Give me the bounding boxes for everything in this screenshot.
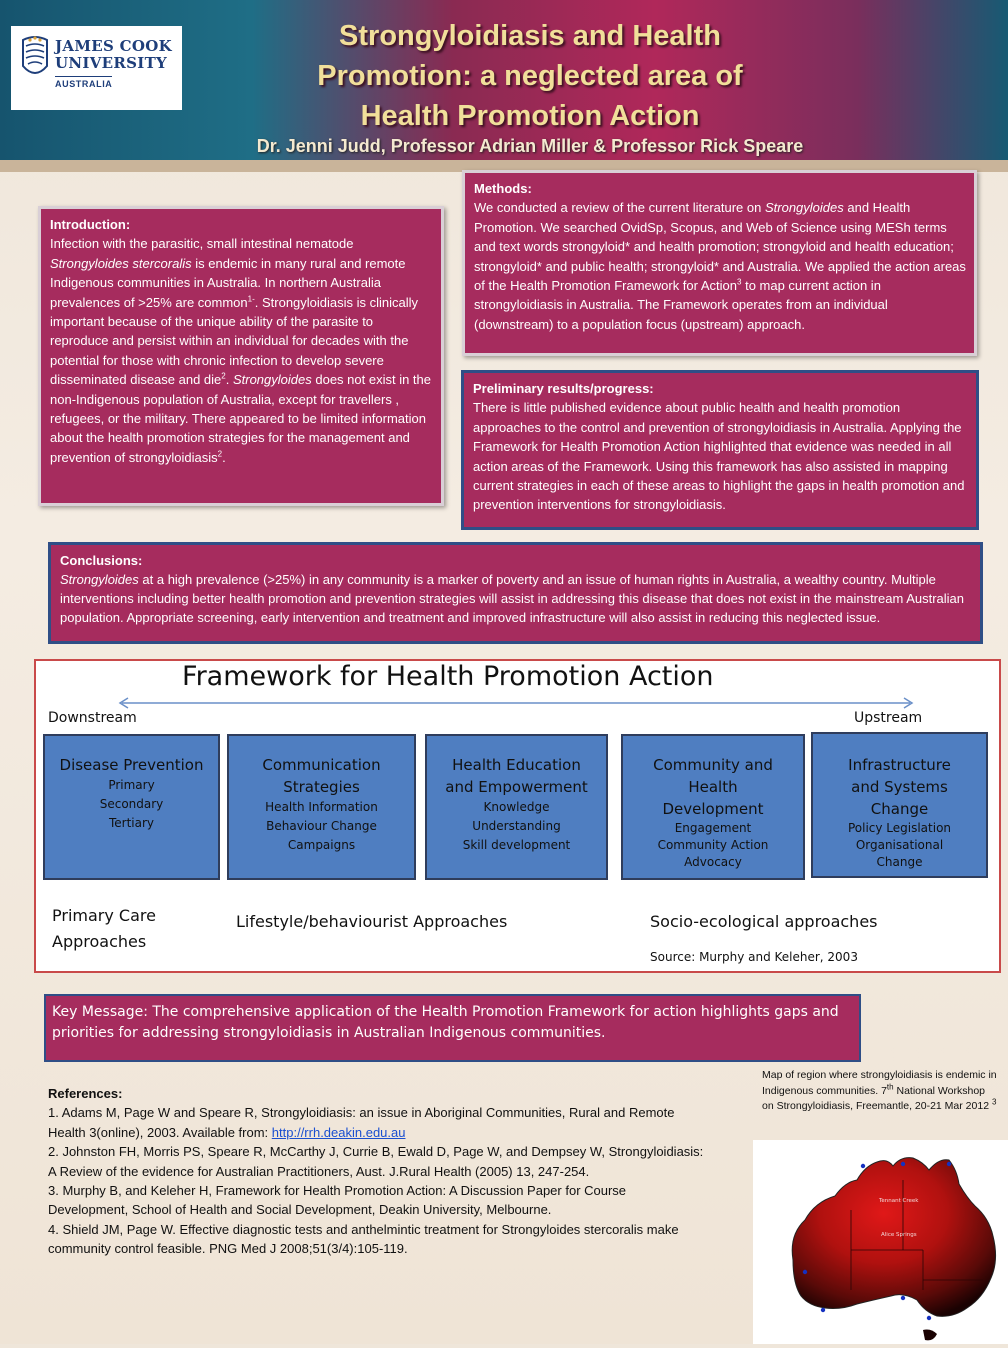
title-line-1: Strongyloidiasis and Health (339, 20, 721, 52)
map-caption: Map of region where strongyloidiasis is endemic in Indigenous communities. 7th National Workshop on Strongyloidiasis, Freemantle, 20-21 Mar 2012 $^3$ (762, 1069, 997, 1113)
upstream-label: Upstream (854, 710, 923, 726)
reference-item: 2. Johnston FH, Morris PS, Speare R, McCarthy J, Currie B, Ewald D, Page W, and Dempsey W, Strongyloidiasis: A Review of the evidence for Australian Practitioners, Aust. J.Rural Health (2005) 13, 247-254. (48, 1144, 704, 1179)
lifestyle-approaches-label: Lifestyle/behaviourist Approaches (236, 912, 508, 931)
preliminary-results-panel (461, 370, 979, 530)
title-line-2: Promotion: a neglected area of (317, 60, 743, 92)
conclusions-panel (48, 542, 983, 644)
university-logo (11, 26, 182, 110)
preliminary-body: There is little published evidence about public health and health promotion approaches to the control and prevention of strongyloidiasis in Australia. Applying the Framework for Health Promotion Action highlighted that evidence was needed in all action areas of the Framework. Using this framework has also assisted in mapping current strategies in each of these areas to highlight the gaps in health promotion and prevention interventions for strongyloidiasis. (473, 400, 965, 513)
logo-country: AUSTRALIA (55, 76, 112, 89)
logo-line-1: JAMES COOK (55, 37, 172, 55)
double-arrow-icon (116, 697, 916, 709)
australia-endemic-map (753, 1140, 1008, 1344)
key-message-panel: Key Message: The comprehensive application of the Health Promotion Framework for action highlights gaps and priorities for addressing strongyloidiasis in Australian Indigenous communities. (44, 994, 861, 1062)
map-label-alice-springs: Alice Springs (881, 1232, 917, 1238)
map-label-tennant-creek: Tennant Creek (879, 1198, 919, 1204)
framework-box-disease-prevention: Disease Prevention Primary Secondary Tertiary (43, 734, 220, 880)
primary-care-approaches-label: Primary Care Approaches (52, 906, 156, 951)
framework-box-infrastructure-change: Infrastructure and Systems Change Policy Legislation Organisational Change (811, 732, 988, 878)
logo-wordmark (55, 38, 172, 72)
framework-box-community-development: Community and Health Development Engagement Community Action Advocacy (621, 734, 805, 880)
methods-panel (462, 170, 977, 356)
introduction-body: Infection with the parasitic, small intestinal nematode Strongyloides stercoralis is endemic in many rural and remote Indigenous communities in Australia. In northern Australia prevalences of >25% are common$^{1-}$. Strongyloidiasis is clinically important because of the unique ability of the parasite to reproduce and persist within an individual for decades with the potential for those with chronic infection to develop severe disseminated disease and die$^2$. Strongyloides does not exist in the non-Indigenous population of Australia, except for travellers , refugees, or the military. There appeared to be limited information about the health promotion strategies for the management and prevention of strongyloidiasis$^2$. (50, 236, 431, 465)
methods-body: We conducted a review of the current literature on Strongyloides and Health Promotion. We searched OvidSp, Scopus, and Web of Science using MESh terms and text words strongyloid* and health promotion; strongyloid and health education; strongyloid* and public health; strongyloid* and Australia. We applied the action areas of the Health Promotion Framework for Action$^3$ to map current action in strongyloidiasis in Australia. The Framework operates from an individual (downstream) to a population focus (upstream) approach. (474, 200, 966, 332)
shield-icon (21, 36, 49, 86)
framework-box-health-education: Health Education and Empowerment Knowledge Understanding Skill development (425, 734, 608, 880)
methods-heading: Methods: (474, 181, 532, 196)
reference-item: 4. Shield JM, Page W. Effective diagnostic tests and anthelmintic treatment for Strongyloides stercoralis make community control feasible. PNG Med J 2008;51(3/4):105-119. (48, 1221, 679, 1257)
references-section (48, 1084, 708, 1259)
framework-diagram (34, 659, 1001, 973)
australia-map-image (753, 1140, 1008, 1344)
title-line-3: Health Promotion Action (360, 100, 700, 132)
socio-ecological-approaches-label: Socio-ecological approaches (650, 912, 878, 931)
conclusions-body: Strongyloides at a high prevalence (>25%) in any community is a marker of poverty and an issue of human rights in Australia, a wealthy country. Multiple interventions including better health promotion and prevention strategies will assist in addressing this disease that does not exist in the mainstream Australian population. Appropriate screening, early intervention and treatment and improved infrastructure will also assist in reducing this neglected issue. (60, 572, 965, 625)
reference-item: 1. Adams M, Page W and Speare R, Strongyloidiasis: an issue in Aboriginal Communities, Rural and Remote Health 3(online), 2003. Available from: http://rrh.deakin.edu.au (48, 1105, 675, 1140)
framework-source: Source: Murphy and Keleher, 2003 (650, 950, 858, 964)
framework-box-communication-strategies: Communication Strategies Health Information Behaviour Change Campaigns (227, 734, 416, 880)
logo-line-2: UNIVERSITY (55, 54, 168, 72)
downstream-label: Downstream (48, 710, 137, 726)
authors: Dr. Jenni Judd, Professor Adrian Miller & Professor Rick Speare (256, 136, 804, 156)
reference-item: 3. Murphy B, and Keleher H, Framework for Health Promotion Action: A Discussion Paper for Course Development, School of Health and Social Development, Deakin University, Melbourne. (48, 1183, 627, 1218)
conclusions-heading: Conclusions: (60, 553, 143, 568)
framework-title: Framework for Health Promotion Action (182, 661, 714, 692)
poster-title (200, 16, 860, 136)
introduction-panel (38, 206, 444, 506)
reference-link[interactable]: http://rrh.deakin.edu.au (271, 1124, 406, 1140)
introduction-heading: Introduction: (50, 217, 131, 232)
preliminary-heading: Preliminary results/progress: (473, 381, 654, 396)
references-heading: References: (48, 1086, 123, 1101)
